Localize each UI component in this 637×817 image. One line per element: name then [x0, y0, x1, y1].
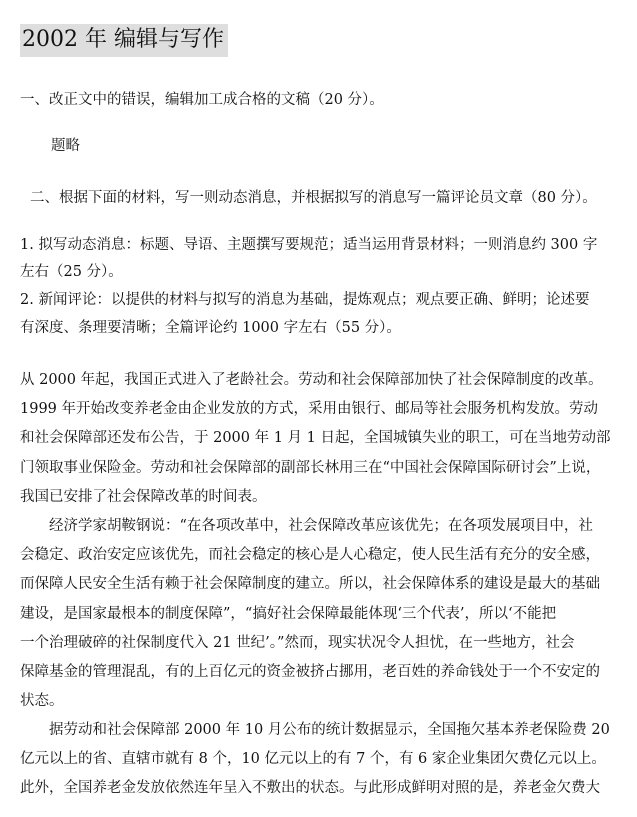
- section-one-note: 题略: [51, 138, 80, 154]
- paragraph-line: 据劳动和社会保障部 2000 年 10 月公布的统计数据显示，全国拖欠基本养老保险费 20: [49, 722, 610, 738]
- paragraph-line: 经济学家胡鞍钢说：“在各项改革中，社会保障改革应该优先；在各项发展项目中，社: [49, 518, 593, 534]
- paragraph-line: 建设，是国家最根本的制度保障”，“搞好社会保障最能体现‘三个代表’，所以‘不能把: [20, 605, 557, 622]
- section-one-heading: 一、改正文中的错误，编辑加工成合格的文稿（20 分）。: [20, 92, 384, 108]
- paragraph-line: 和社会保障部还发布公告，于 2000 年 1 月 1 日起，全国城镇失业的职工，可在当地劳动部: [20, 430, 611, 447]
- material-paragraph-1: [20, 366, 620, 512]
- paragraph-line: 一个治理破碎的社保制度代入 21 世纪’。”然而，现实状况令人担忧，在一些地方，社会: [20, 634, 575, 651]
- paragraph-line: 我国已安排了社会保障改革的时间表。: [20, 488, 267, 505]
- paragraph-line: 状态。: [20, 693, 64, 710]
- material-paragraph-2: [20, 512, 620, 716]
- requirement-two-line-2: 有深度、条理要清晰；全篇评论约 1000 字左右（55 分）。: [20, 320, 401, 336]
- document-title: 2002 年 编辑与写作: [20, 24, 228, 57]
- paragraph-line: 此外，全国养老金发放依然连年呈入不敷出的状态。与此形成鲜明对照的是，养老金欠费大: [20, 780, 600, 797]
- requirement-one-line-1: 1. 拟写动态消息：标题、导语、主题撰写要规范；适当运用背景材料；一则消息约 300 字: [20, 237, 598, 253]
- requirement-one-line-2: 左右（25 分）。: [20, 264, 123, 280]
- paragraph-line: 而保障人民安全生活有赖于社会保障制度的建立。所以，社会保障体系的建设是最大的基础: [20, 576, 600, 593]
- paragraph-line: 1999 年开始改变养老金由企业发放的方式，采用由银行、邮局等社会服务机构发放。劳动: [20, 401, 599, 418]
- material-paragraph-3: [20, 716, 620, 804]
- section-two-heading: 二、根据下面的材料，写一则动态消息，并根据拟写的消息写一篇评论员文章（80 分）。: [30, 190, 597, 206]
- paragraph-line: 从 2000 年起，我国正式进入了老龄社会。劳动和社会保障部加快了社会保障制度的改革。: [20, 372, 603, 388]
- paragraph-line: 亿元以上的省、直辖市就有 8 个，10 亿元以上的有 7 个，有 6 家企业集团欠费亿元以上。: [20, 751, 606, 768]
- requirement-two-line-1: 2. 新闻评论：以提供的材料与拟写的消息为基础，提炼观点；观点要正确、鲜明；论述要: [20, 292, 590, 308]
- paragraph-line: 会稳定、政治安定应该优先，而社会稳定的核心是人心稳定，使人民生活有充分的安全感，: [20, 547, 600, 564]
- paragraph-line: 门领取事业保险金。劳动和社会保障部的副部长林用三在“中国社会保障国际研讨会”上说，: [20, 459, 601, 476]
- paragraph-line: 保障基金的管理混乱，有的上百亿元的资金被挤占挪用，老百姓的养命钱处于一个不安定的: [20, 664, 600, 681]
